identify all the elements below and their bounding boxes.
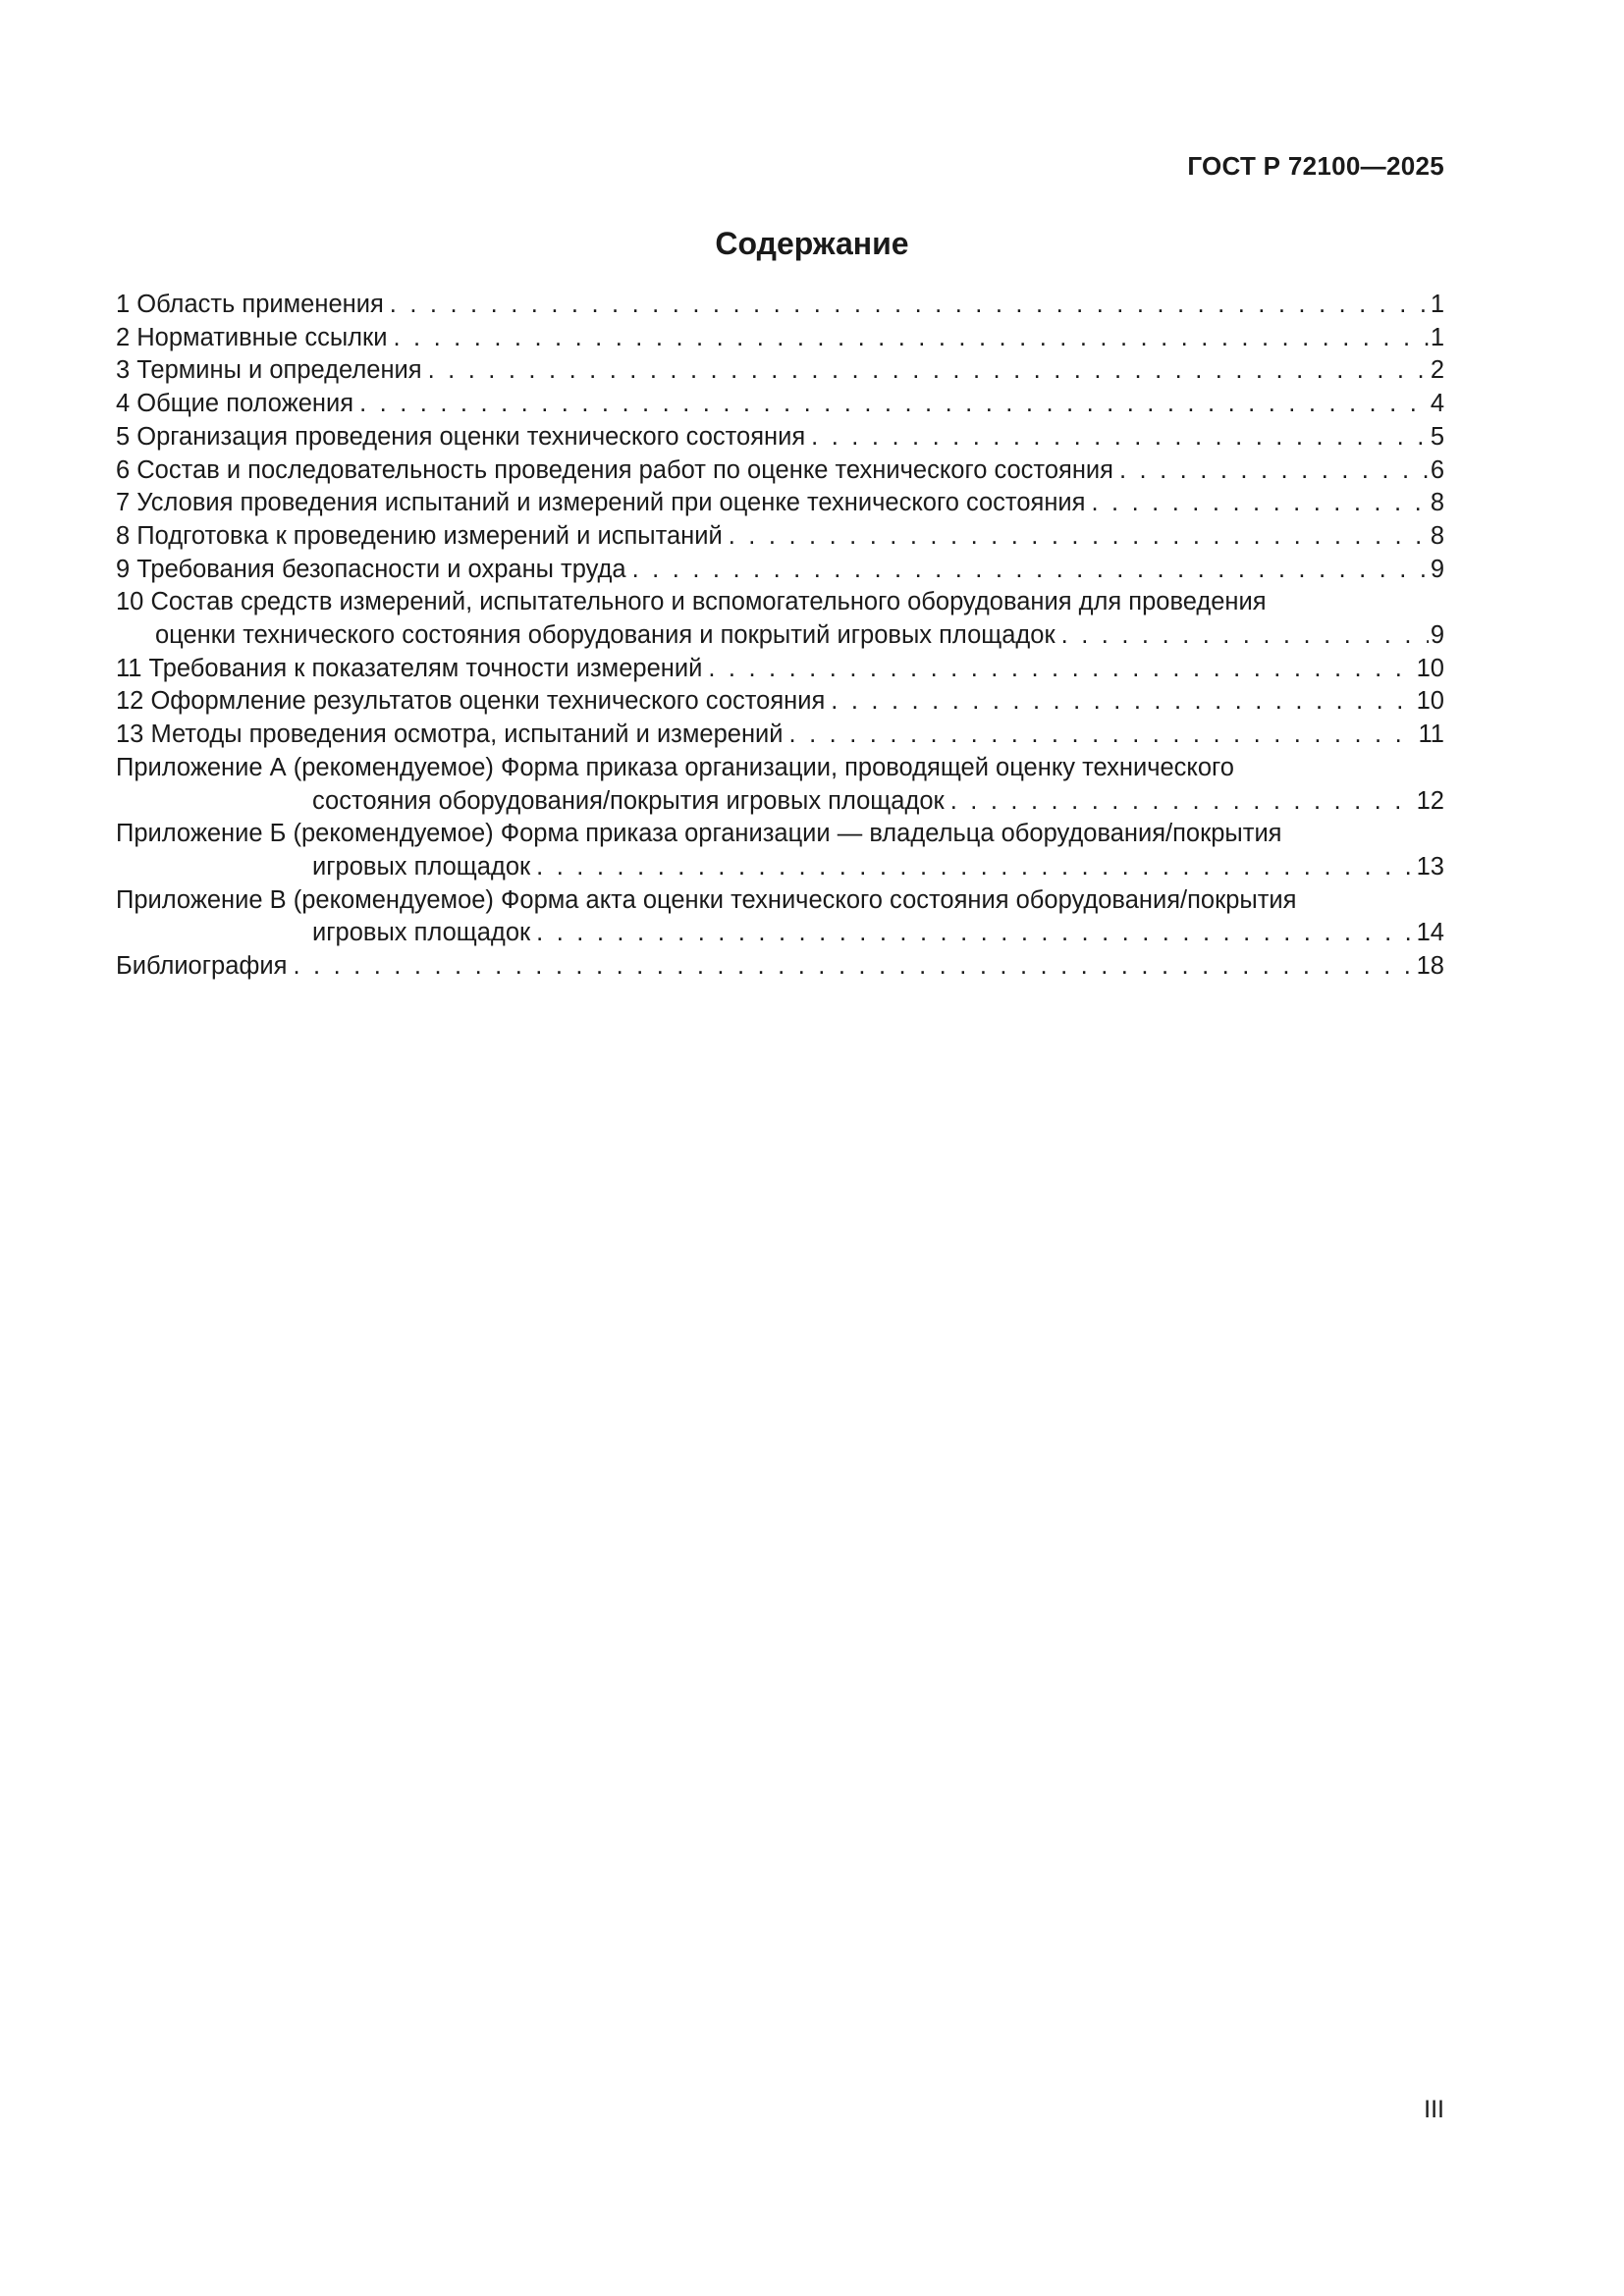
toc-entry-page: 5: [1430, 422, 1444, 451]
toc-entry-8[interactable]: [116, 520, 1444, 554]
toc-entry-title: 4 Общие положения: [116, 390, 354, 418]
leader-dots: [708, 653, 1414, 686]
page-number: III: [1424, 2096, 1444, 2123]
toc-entry-2[interactable]: [116, 322, 1444, 355]
toc-entry-page: 8: [1430, 521, 1444, 550]
leader-dots: [536, 851, 1414, 884]
leader-dots: [1061, 619, 1429, 653]
leader-dots: [831, 685, 1414, 719]
toc-entry-10[interactable]: [116, 586, 1444, 652]
toc-entry-title: 11 Требования к показателям точности измерений: [116, 654, 703, 682]
toc-entry-title: Библиография: [116, 952, 288, 981]
toc-entry-page: 13: [1416, 852, 1444, 881]
toc-entry-page: 10: [1416, 654, 1444, 682]
table-of-contents: [116, 289, 1444, 984]
toc-entry-title: 9 Требования безопасности и охраны труда: [116, 555, 626, 583]
toc-entry-title: 3 Термины и определения: [116, 356, 422, 385]
toc-entry-page: 6: [1430, 455, 1444, 484]
toc-entry-title-continued: состояния оборудования/покрытия игровых площадок: [312, 786, 945, 815]
toc-entry-page: 4: [1430, 390, 1444, 418]
toc-entry-7[interactable]: [116, 487, 1444, 520]
toc-entry-page: 11: [1418, 721, 1444, 749]
toc-entry-bibliography[interactable]: [116, 950, 1444, 984]
toc-entry-page: 10: [1416, 687, 1444, 716]
leader-dots: [1091, 487, 1428, 520]
toc-entry-5[interactable]: [116, 421, 1444, 454]
document-code: ГОСТ Р 72100—2025: [1187, 151, 1444, 181]
toc-entry-title: 6 Состав и последовательность проведения работ по оценке технического состояния: [116, 455, 1113, 484]
toc-entry-title: Приложение Б (рекомендуемое) Форма приказа организации — владельца оборудования/покрытия: [116, 820, 1282, 848]
toc-entry-11[interactable]: [116, 653, 1444, 686]
leader-dots: [1119, 454, 1429, 488]
toc-entry-title: 1 Область применения: [116, 291, 384, 318]
toc-entry-title-continued: игровых площадок: [312, 852, 531, 881]
leader-dots: [632, 554, 1429, 587]
toc-entry-3[interactable]: [116, 354, 1444, 388]
toc-entry-13[interactable]: [116, 719, 1444, 752]
toc-entry-page: 8: [1430, 489, 1444, 517]
toc-entry-title: 12 Оформление результатов оценки технического состояния: [116, 687, 826, 716]
leader-dots: [811, 421, 1429, 454]
toc-entry-appendix-a[interactable]: [116, 752, 1444, 818]
leader-dots: [293, 950, 1414, 984]
toc-entry-page: 1: [1430, 323, 1444, 351]
toc-entry-appendix-v[interactable]: [116, 884, 1444, 950]
toc-entry-title: Приложение А (рекомендуемое) Форма приказа организации, проводящей оценку технического: [116, 753, 1234, 781]
toc-entry-page: 12: [1416, 786, 1444, 815]
leader-dots: [393, 322, 1428, 355]
leader-dots: [428, 354, 1429, 388]
toc-entry-12[interactable]: [116, 685, 1444, 719]
toc-entry-title: 2 Нормативные ссылки: [116, 323, 388, 351]
toc-entry-page: 2: [1430, 356, 1444, 385]
leader-dots: [390, 289, 1429, 322]
toc-entry-title-continued: оценки технического состояния оборудования и покрытий игровых площадок: [155, 621, 1056, 650]
toc-entry-title: 13 Методы проведения осмотра, испытаний и измерений: [116, 721, 784, 749]
toc-entry-page: 1: [1430, 291, 1444, 318]
toc-entry-title: 8 Подготовка к проведению измерений и испытаний: [116, 521, 723, 550]
leader-dots: [789, 719, 1417, 752]
toc-entry-title: 7 Условия проведения испытаний и измерений при оценке технического состояния: [116, 489, 1086, 517]
toc-entry-4[interactable]: [116, 388, 1444, 421]
toc-entry-title: 5 Организация проведения оценки технического состояния: [116, 422, 806, 451]
toc-title: Содержание: [715, 226, 909, 261]
toc-entry-page: 18: [1416, 952, 1444, 981]
toc-entry-title-continued: игровых площадок: [312, 919, 531, 947]
leader-dots: [359, 388, 1429, 421]
leader-dots: [536, 917, 1414, 950]
toc-entry-page: 9: [1430, 621, 1444, 650]
toc-entry-title: Приложение В (рекомендуемое) Форма акта оценки технического состояния оборудования/покрытия: [116, 885, 1297, 914]
toc-entry-page: 9: [1430, 555, 1444, 583]
leader-dots: [950, 785, 1415, 819]
toc-entry-1[interactable]: [116, 289, 1444, 322]
toc-entry-title: 10 Состав средств измерений, испытательного и вспомогательного оборудования для проведения: [116, 588, 1267, 616]
toc-entry-6[interactable]: [116, 454, 1444, 488]
leader-dots: [729, 520, 1429, 554]
toc-entry-9[interactable]: [116, 554, 1444, 587]
toc-entry-appendix-b[interactable]: [116, 818, 1444, 883]
toc-entry-page: 14: [1416, 919, 1444, 947]
